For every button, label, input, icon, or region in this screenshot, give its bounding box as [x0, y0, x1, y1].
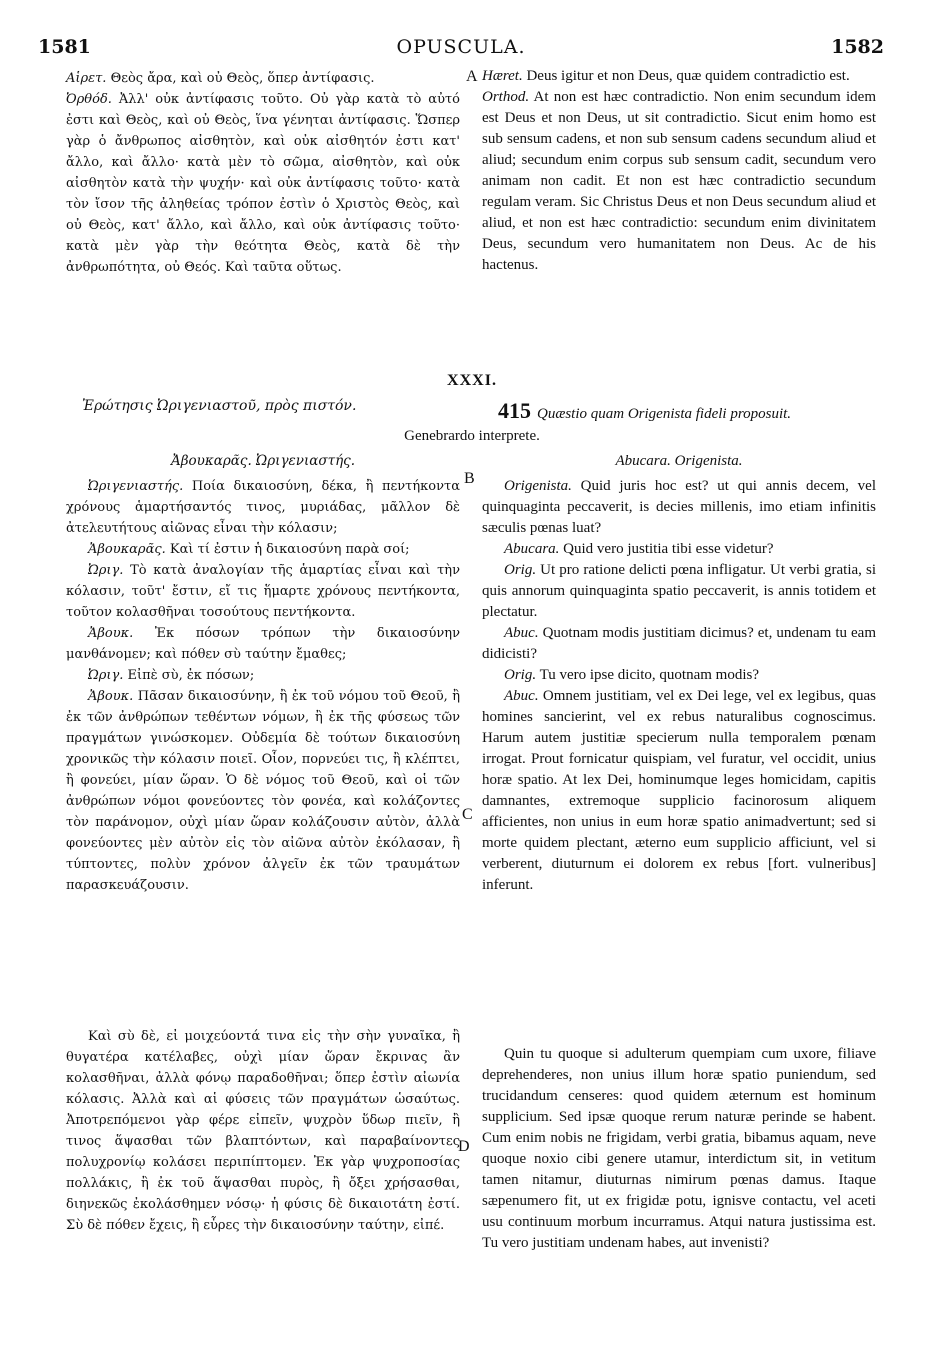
latin-title-text: Quæstio quam Origenista fideli proposuit. [537, 406, 792, 422]
greek-column-dialogue [66, 476, 460, 896]
paragraph-text: Ποία δικαιοσύνη, δέκα, ἢ πεντήκοντα χρόνους ἁμαρτήσαντός τινος, μυριάδας, μᾶλλον δὲ ἀτελευτήτους αἰῶνας εἶναι τὴν κόλασιν; [66, 479, 460, 536]
latin-paragraph [482, 476, 876, 539]
speaker-label: Orthod. [482, 89, 530, 105]
latin-column-top [482, 66, 876, 276]
speaker-label: Hæret. [482, 68, 523, 84]
speaker-label: Abuc. [504, 688, 539, 704]
greek-paragraph [66, 476, 460, 539]
margin-letter-b: B [464, 470, 475, 487]
paragraph-text: Tu vero ipse dicito, quotnam modis? [536, 667, 760, 683]
speaker-label: Abucara. [504, 541, 560, 557]
latin-paragraph [482, 623, 876, 665]
paragraph-text: Θεὸς ἄρα, καὶ οὐ Θεὸς, ὅπερ ἀντίφασις. [106, 71, 375, 86]
latin-paragraph [482, 66, 876, 87]
latin-section-title [498, 398, 791, 424]
running-title: OPUSCULA. [396, 36, 526, 58]
latin-column-closing [482, 1044, 876, 1254]
paragraph-text: Εἰπὲ σὺ, ἐκ πόσων; [123, 668, 255, 683]
latin-paragraph [482, 87, 876, 276]
speaker-label: Αἱρετ. [66, 71, 107, 86]
margin-letter-c: C [462, 806, 473, 823]
speaker-label: Orig. [504, 667, 537, 683]
greek-column-closing [66, 1026, 460, 1236]
greek-paragraph [66, 665, 460, 686]
section-number: XXXI. [447, 372, 497, 389]
greek-paragraph [66, 623, 460, 665]
greek-section-title: Ἐρώτησις Ὠριγενιαστοῦ, πρὸς πιστόν. [82, 398, 357, 414]
latin-section-number: 415 [498, 398, 531, 423]
paragraph-text: Omnem justitiam, vel ex Dei lege, vel ex legibus, quas homines sancierint, vel ex rebus naturalibus cognoscimus. Harum autem justitiæ specierum nulla temporalem pœnam irrogat. Prout fornicatur quispiam, vel furatur, vel occidit, unius horæ spatio. At lex Dei, hominumque leges homicidam, capitis damnantes, extremoque supplicio facinorosum aliquem afficientes, non unius in eum horæ spatio animadvertunt; sed si morte quidem plectant, æterno eum supplicio afficiunt, vel si verberent, diuturnum ei dolorem ex rebus [fort. vulneribus] inferunt. [482, 688, 876, 893]
paragraph-text: Quid vero justitia tibi esse videtur? [559, 541, 774, 557]
speaker-label: Abuc. [504, 625, 539, 641]
greek-column-top [66, 68, 460, 278]
speaker-label: Ἀβουκαρᾶς. [88, 542, 166, 557]
paragraph-text: Ἐκ πόσων τρόπων τὴν δικαιοσύνην μανθάνομεν; καὶ πόθεν σὺ ταύτην ἔμαθες; [66, 626, 460, 662]
paragraph-text: Quid juris hoc est? ut qui annis decem, vel quinquaginta peccaverit, is decies millenis, imo etiam infinitis sæculis pœnas luat? [482, 478, 876, 536]
paragraph-text: Καὶ τί ἐστιν ἡ δικαιοσύνη παρὰ σοί; [165, 542, 410, 557]
latin-paragraph [482, 686, 876, 896]
latin-paragraph [482, 560, 876, 623]
interpreter-line: Genebrardo interprete. [404, 428, 540, 444]
speaker-label: Ὀρθόδ. [66, 92, 112, 107]
latin-paragraph [482, 539, 876, 560]
speaker-label: Origenista. [504, 478, 572, 494]
greek-paragraph [66, 686, 460, 896]
speaker-label: Ἀβουκ. [88, 689, 134, 704]
speaker-label: Ὠριγενιαστής. [88, 479, 184, 494]
page-header [38, 36, 884, 62]
speaker-label: Ἀβουκ. [88, 626, 134, 641]
latin-column-dialogue [482, 476, 876, 896]
margin-letter-d: D [458, 1138, 470, 1155]
latin-paragraph: Quin tu quoque si adulterum quempiam cum uxore, filiave deprehenderes, non unius illum horæ spatio puniendum, sed trucidandum censeres: quod quidem æternum est hominum supplicium. Sed ipsæ quoque rerum naturæ perinde se habent. Cum enim nobis ne frigidam, verbi gratia, bibamus aquam, neve quoque noxio cibi genere utamur, interdictum sit, in vetitum tamen nitamur, diuturnas nimirum pœnas damus. Itaque sæpenumero fit, ut ex frigidæ potu, ignisve contactu, vel aceti usu continuum morbum incurramus. Atqui natura justissima est. Tu vero justitiam undenam habes, aut invenisti? [482, 1046, 876, 1251]
speaker-label: Ὠριγ. [88, 563, 124, 578]
margin-letter-a: A [466, 68, 478, 85]
paragraph-text: Deus igitur et non Deus, quæ quidem contradictio est. [522, 68, 850, 84]
page-number-right: 1582 [831, 36, 884, 58]
paragraph-text: Πᾶσαν δικαιοσύνην, ἢ ἐκ τοῦ νόμου τοῦ Θεοῦ, ἢ ἐκ τῶν ἀνθρώπων τεθέντων νόμων, ἢ ἐκ τῆς φύσεως τῶν πραγμάτων γινώσκομεν. Οὐδεμία δὲ τούτων δικαιοσύνη χρονικῶς τὴν κόλασιν ποιεῖ. Οἷον, πορνεύει τις, ἢ κλέπτει, ἢ φονεύει, μίαν ὥραν. Ὁ δὲ νόμος τοῦ Θεοῦ, καὶ οἱ τῶν ἀνθρώπων νόμοι φονεύοντες τὸν φονέα, καὶ κολάζοντες τὸν παράνομον, οὐχὶ μίαν ὥραν κολάζουσιν αὐτὸν, ἀλλὰ φονεύοντες μὲν αὐτὸν εἰς τὸν αἰῶνα αὐτὸν ἐκόλασαν, ἢ τύπτοντες, πολὺν χρόνον ἀλγεῖν ἐκ τῶν τραυμάτων παρασκευάζουσιν. [66, 689, 460, 893]
greek-paragraph [66, 68, 460, 89]
greek-speakers-line: Ἀβουκαρᾶς. Ὠριγενιαστής. [170, 453, 356, 469]
speaker-label: Orig. [504, 562, 537, 578]
greek-paragraph [66, 539, 460, 560]
latin-paragraph [482, 665, 876, 686]
greek-paragraph [66, 560, 460, 623]
page-number-left: 1581 [38, 36, 91, 58]
greek-paragraph [66, 89, 460, 278]
greek-paragraph: Καὶ σὺ δὲ, εἰ μοιχεύοντά τινα εἰς τὴν σὴν γυναῖκα, ἢ θυγατέρα κατέλαβες, οὐχὶ μίαν ὥραν ἔκρινας ἂν κολασθῆναι, ἀλλὰ φόνῳ παραδοθῆναι; ὅπερ ἐστὶν αἰωνία κόλασις. Ἀλλὰ καὶ αἱ φύσεις τῶν πραγμάτων ὡσαύτως. Ἀποτρεπόμενοι γὰρ φέρε εἰπεῖν, ψυχρὸν ὕδωρ πιεῖν, ἢ τινος ἅψασθαι τῶν βλαπτόντων, καὶ παραβαίνοντες πολυχρονίῳ κολάσει περιπίπτομεν. Ἐκ γὰρ ψυχροποσίας πολλάκις, ἢ ἐκ τοῦ ἅψασθαι πυρὸς, ἢ ὄξει χρήσασθαι, διηνεκῶς ἐκολάσθημεν νόσῳ· ἡ φύσις δὲ δικαιοτάτη ἐστί. Σὺ δὲ πόθεν ἔχεις, ἢ εὗρες τὴν δικαιοσύνην ταύτην, εἰπέ. [66, 1029, 460, 1233]
latin-speakers-line: Abucara. Origenista. [615, 453, 743, 469]
paragraph-text: Τὸ κατὰ ἀναλογίαν τῆς ἁμαρτίας εἶναι καὶ τὴν κόλασιν, τοῦτ' ἔστιν, εἴ τις ἥμαρτε χρόνους πεντήκοντα, τοῦτον κολασθῆναι τοσούτους πεντήκοντα. [66, 563, 460, 620]
paragraph-text: At non est hæc contradictio. Non enim secundum idem est Deus et non Deus, ut sit contradictio. Sicut enim homo est sub sensum cadens, et non sub sensum cadens secundum aliud et aliud; secundum enim corpus sub sensum cadit, secundum vero animam non cadit. Et non est hæc contradictio secundum regulam veram. Sic Christus Deus et non Deus secundum aliud et aliud, et non est hæc contradictio: secundum enim divinitatem Deus, secundum vero humanitatem non Deus. Ac de his hactenus. [482, 89, 876, 273]
paragraph-text: Ut pro ratione delicti pœna infligatur. Ut verbi gratia, si quis annorum quinquaginta spatio peccaverit, is annis totidem et plectatur. [482, 562, 876, 620]
paragraph-text: Ἀλλ' οὐκ ἀντίφασις τοῦτο. Οὐ γὰρ κατὰ τὸ αὐτό ἐστι καὶ Θεὸς, καὶ οὐ Θεὸς, ἵνα γένηται ἀντίφασις. Ὥσπερ γὰρ ὁ ἄνθρωπος αἰσθητὸν, καὶ οὐκ αἰσθητόν ἐστι κατ' ἄλλο, καὶ ἄλλο· κατὰ μὲν τὸ σῶμα, αἰσθητὸν, καὶ οὐκ αἰσθητὸν κατὰ τὴν ψυχήν· καὶ οὐκ ἀντίφασις τοῦτο· κατὰ τὸν ἴσον τῆς ἀληθείας τρόπον ἐστὶν ὁ Χριστὸς Θεὸς, καὶ οὐ Θεὸς, κατ' ἄλλο, καὶ ἄλλο, καὶ οὐκ ἀντίφασις τοῦτο· κατὰ μὲν γὰρ τὴν θεότητα Θεὸς, κατὰ δὲ τὴν ἀνθρωπότητα, οὐ Θεός. Καὶ ταῦτα οὕτως. [66, 92, 460, 275]
paragraph-text: Quotnam modis justitiam dicimus? et, undenam tu eam didicisti? [482, 625, 876, 662]
speaker-label: Ὠριγ. [88, 668, 124, 683]
